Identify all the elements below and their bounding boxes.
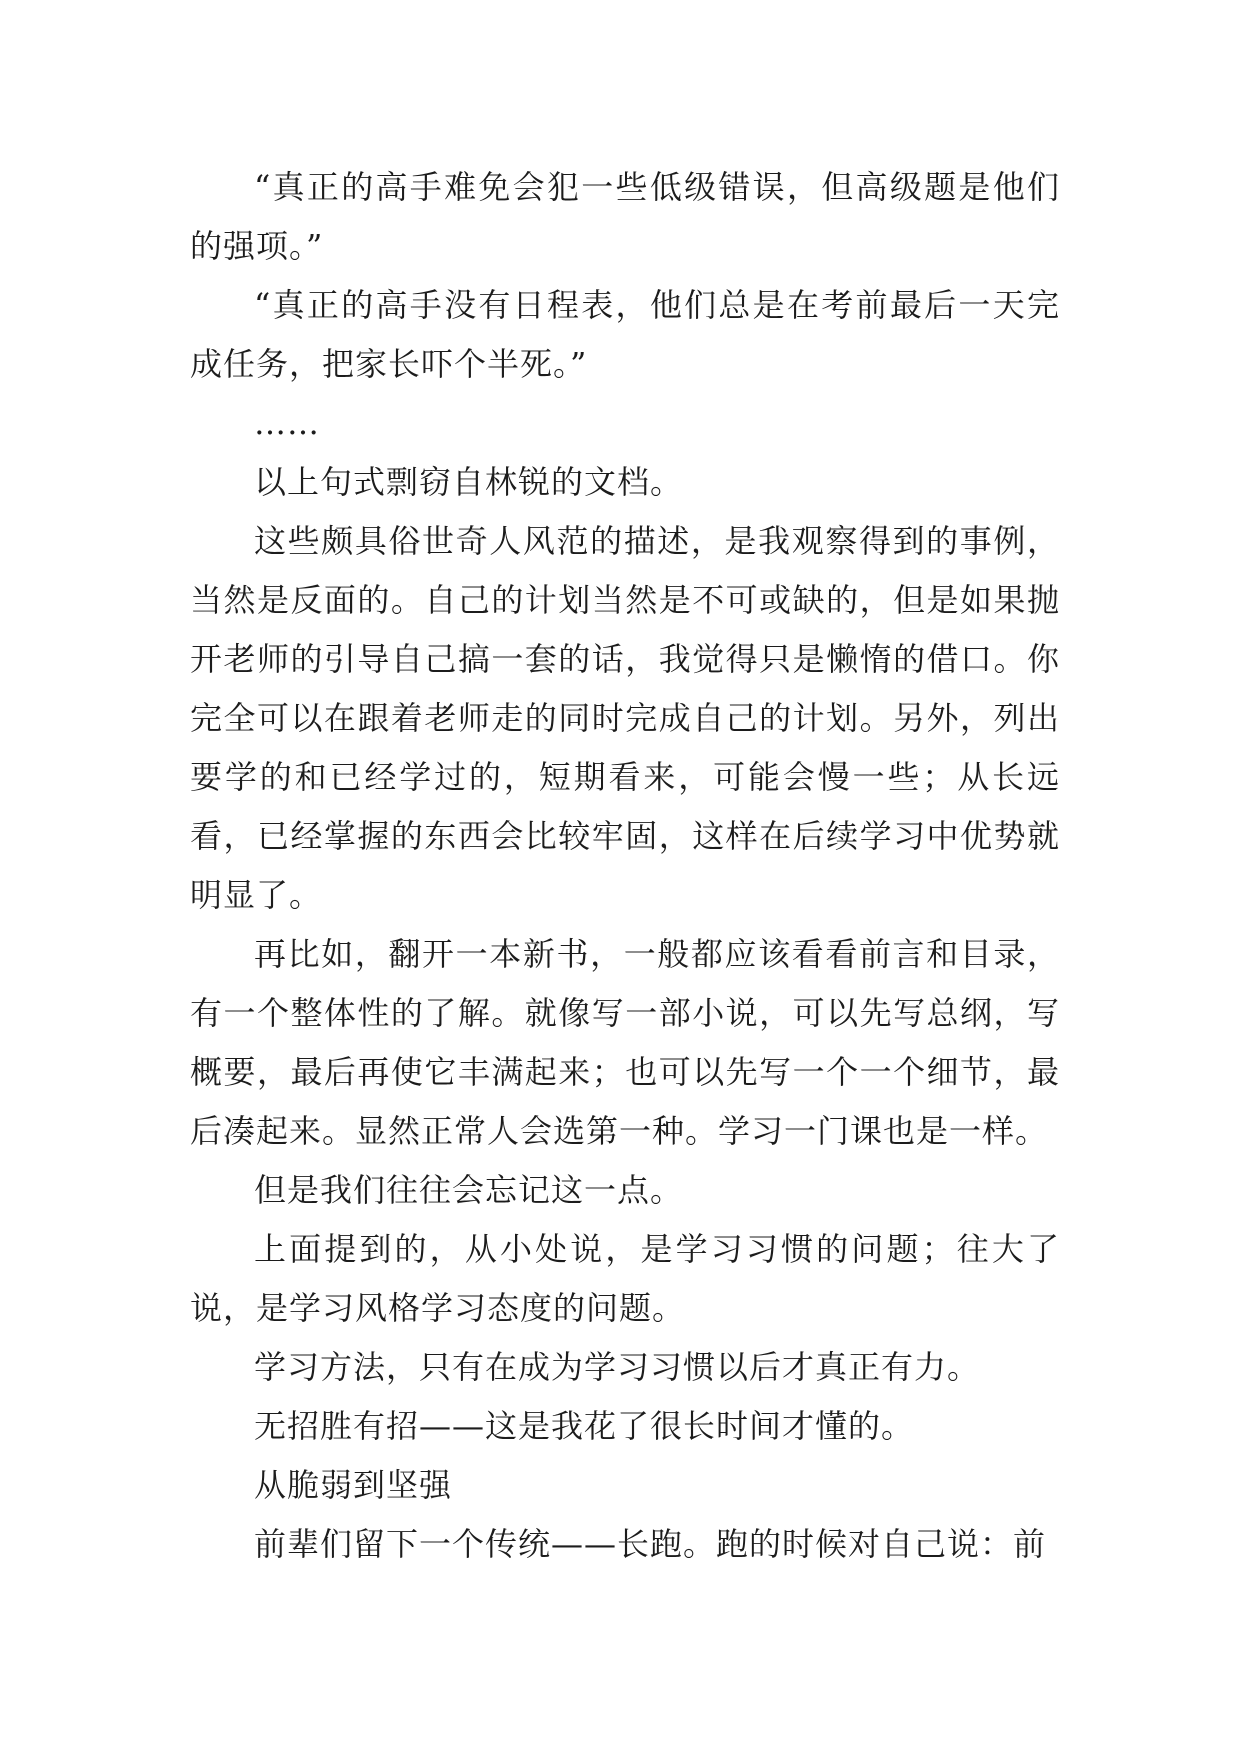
- paragraph-7: 但是我们往往会忘记这一点。: [254, 1171, 684, 1209]
- paragraph-12: 前辈们留下一个传统——长跑。跑的时候对自己说：前: [254, 1525, 1047, 1563]
- paragraph-ellipsis: ……: [254, 404, 320, 442]
- paragraph-5: 这些颇具俗世奇人风范的描述，是我观察得到的事例，当然是反面的。自己的计划当然是不可或缺的，但是如果抛开老师的引导自己搞一套的话，我觉得只是懒惰的借口。你完全可以在跟着老师走的同时完成自己的计划。另外，列出要学的和已经学过的，短期看来，可能会慢一些；从长远看，已经掌握的东西会比较牢固，这样在后续学习中优势就明显了。: [190, 522, 1060, 914]
- paragraph-6: 再比如，翻开一本新书，一般都应该看看前言和目录，有一个整体性的了解。就像写一部小说，可以先写总纲，写概要，最后再使它丰满起来；也可以先写一个一个细节，最后凑起来。显然正常人会选第一种。学习一门课也是一样。: [190, 935, 1060, 1150]
- paragraph-2: “真正的高手没有日程表，他们总是在考前最后一天完成任务，把家长吓个半死。”: [190, 286, 1060, 383]
- paragraph-10: 无招胜有招——这是我花了很长时间才懂的。: [254, 1407, 915, 1445]
- paragraph-8: 上面提到的，从小处说，是学习习惯的问题；往大了说，是学习风格学习态度的问题。: [190, 1230, 1060, 1327]
- section-heading: 从脆弱到坚强: [254, 1466, 453, 1504]
- paragraph-1: “真正的高手难免会犯一些低级错误，但高级题是他们的强项。”: [190, 168, 1060, 265]
- document-body: [190, 158, 1060, 1574]
- paragraph-4: 以上句式剽窃自林锐的文档。: [254, 463, 684, 501]
- paragraph-9: 学习方法，只有在成为学习习惯以后才真正有力。: [254, 1348, 981, 1386]
